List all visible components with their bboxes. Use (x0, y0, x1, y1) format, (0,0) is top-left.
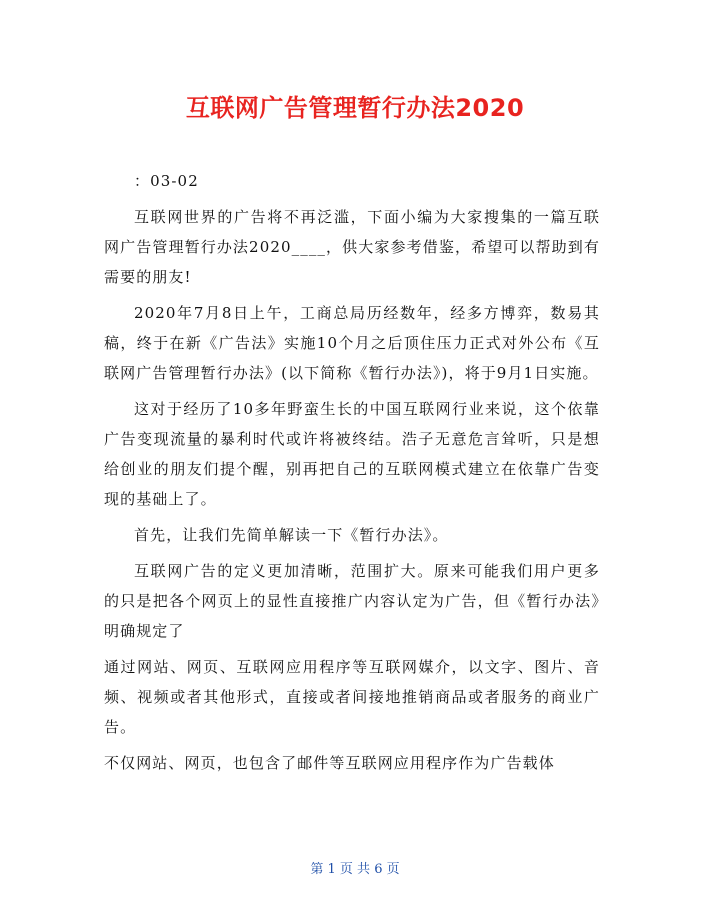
scope-paragraph: 不仅网站、网页，也包含了邮件等互联网应用程序作为广告载体 (104, 754, 555, 772)
document-body (104, 166, 600, 784)
publish-date: ：03-02 (134, 172, 199, 190)
page-number-footer: 第 1 页 共 6 页 (310, 862, 400, 877)
impact-paragraph: 这对于经历了10多年野蛮生长的中国互联网行业来说，这个依靠广告变现流量的暴利时代或许将被终结。浩子无意危言耸听，只是想给创业的朋友们提个醒，别再把自己的互联网模式建立在依靠广告变现的基础上了。 (104, 400, 600, 508)
definition-quote-paragraph: 通过网站、网页、互联网应用程序等互联网媒介，以文字、图片、音频、视频或者其他形式，直接或者间接地推销商品或者服务的商业广告。 (104, 658, 600, 736)
definition-paragraph: 互联网广告的定义更加清晰，范围扩大。原来可能我们用户更多的只是把各个网页上的显性直接推广内容认定为广告，但《暂行办法》明确规定了 (104, 562, 600, 640)
intro-paragraph: 互联网世界的广告将不再泛滥，下面小编为大家搜集的一篇互联网广告管理暂行办法2020____，供大家参考借鉴，希望可以帮助到有需要的朋友! (104, 208, 600, 286)
document-title: 互联网广告管理暂行办法2020 (185, 94, 525, 122)
announcement-paragraph: 2020年7月8日上午，工商总局历经数年，经多方博弈，数易其稿，终于在新《广告法》实施10个月之后顶住压力正式对外公布《互联网广告管理暂行办法》(以下简称《暂行办法》)，将于9月1日实施。 (104, 304, 600, 382)
interpretation-intro-paragraph: 首先，让我们先简单解读一下《暂行办法》。 (134, 526, 449, 544)
